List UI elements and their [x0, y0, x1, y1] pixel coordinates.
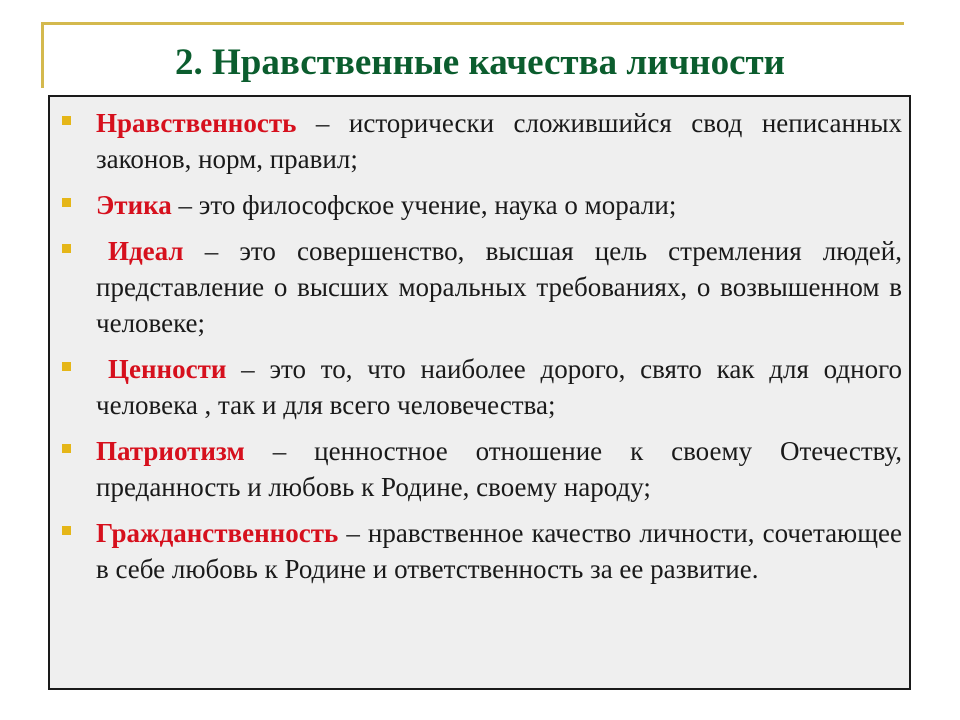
decorative-top-line: [41, 22, 904, 25]
definition-text: – нравственное качество личности, сочетающее в себе любовь к Родине и ответственность за ее развитие.: [96, 518, 902, 584]
square-bullet-icon: [62, 198, 71, 207]
term-ideal: Идеал: [108, 236, 184, 266]
list-item: [96, 515, 902, 587]
square-bullet-icon: [62, 116, 71, 125]
term-citizenship: Гражданственность: [96, 518, 339, 548]
term-ethics: Этика: [96, 190, 172, 220]
definition-list: [96, 105, 902, 597]
definition-text: – это то, что наиболее дорого, свято как для одного человека , так и для всего человечества;: [96, 354, 902, 420]
term-morality: Нравственность: [96, 108, 297, 138]
square-bullet-icon: [62, 362, 71, 371]
list-item: [96, 105, 902, 177]
content-box: [48, 95, 911, 690]
square-bullet-icon: [62, 244, 71, 253]
definition-text: – ценностное отношение к своему Отечеству, преданность и любовь к Родине, своему народу;: [96, 436, 902, 502]
list-item: [96, 187, 902, 223]
term-patriotism: Патриотизм: [96, 436, 245, 466]
slide-title: 2. Нравственные качества личности: [174, 42, 785, 83]
definition-text: – это философское учение, наука о морали;: [171, 190, 677, 220]
square-bullet-icon: [62, 526, 71, 535]
term-values: Ценности: [108, 354, 227, 384]
square-bullet-icon: [62, 444, 71, 453]
list-item: [96, 233, 902, 341]
definition-text: – исторически сложившийся свод неписанных законов, норм, правил;: [96, 108, 902, 174]
list-item: [96, 433, 902, 505]
definition-text: – это совершенство, высшая цель стремления людей, представление о высших моральных требованиях, о возвышенном в человеке;: [96, 236, 902, 338]
list-item: [96, 351, 902, 423]
